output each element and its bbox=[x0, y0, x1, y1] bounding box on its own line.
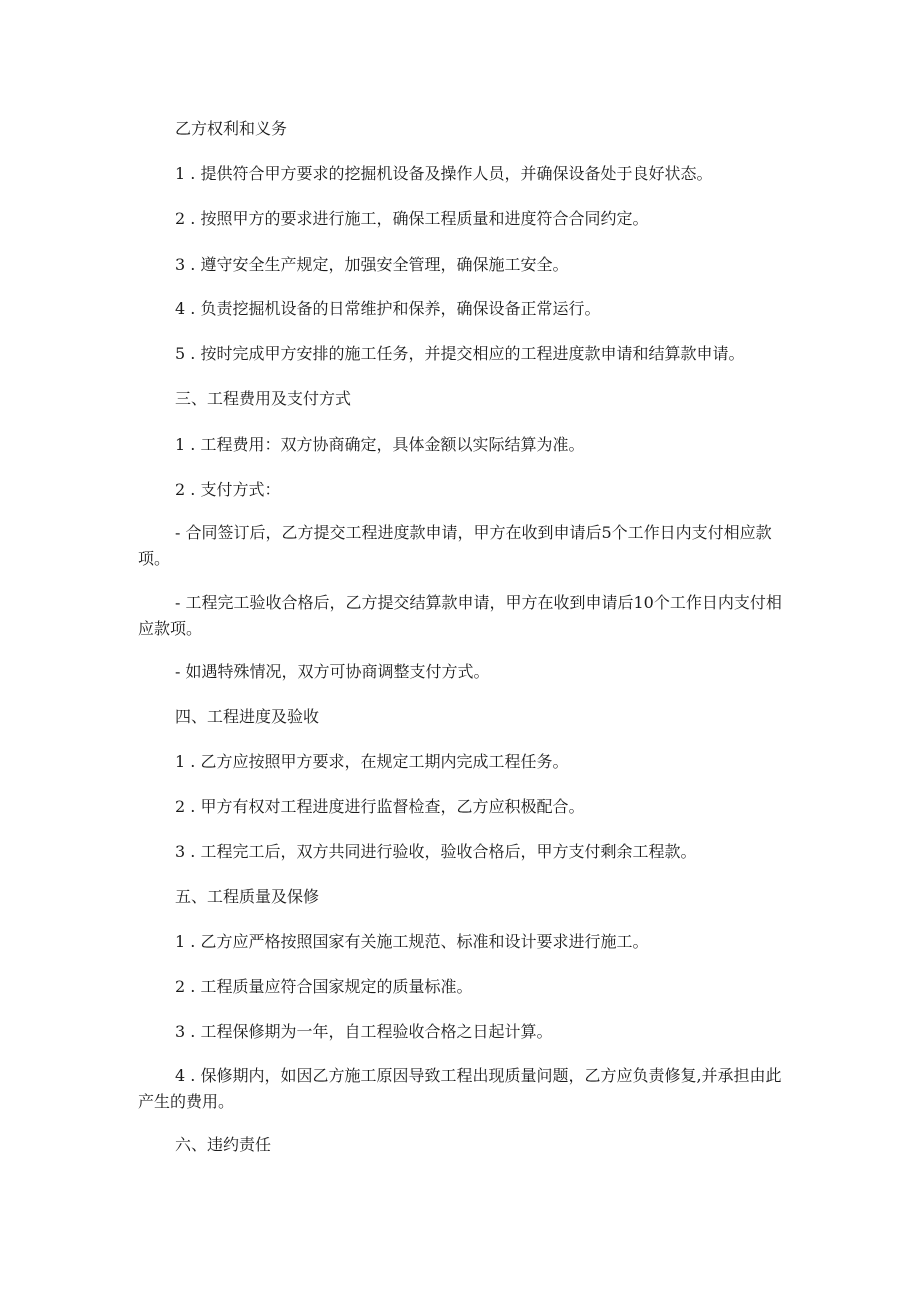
progress-item-2: 2 . 甲方有权对工程进度进行监督检查，乙方应积极配合。 bbox=[175, 797, 585, 816]
section-heading-breach: 六、违约责任 bbox=[175, 1135, 272, 1154]
fees-item-2: 2 . 支付方式： bbox=[175, 480, 281, 499]
party-b-item-5: 5 . 按时完成甲方安排的施工任务，并提交相应的工程进度款申请和结算款申请。 bbox=[175, 344, 745, 363]
progress-item-1: 1 . 乙方应按照甲方要求，在规定工期内完成工程任务。 bbox=[175, 752, 569, 771]
section-heading-quality: 五、工程质量及保修 bbox=[175, 887, 320, 906]
section-heading-progress: 四、工程进度及验收 bbox=[175, 707, 320, 726]
payment-bullet-3: - 如遇特殊情况，双方可协商调整支付方式。 bbox=[175, 662, 490, 681]
party-b-item-3: 3 . 遵守安全生产规定，加强安全管理，确保施工安全。 bbox=[175, 255, 569, 274]
quality-item-4: 4 . 保修期内，如因乙方施工原因导致工程出现质量问题，乙方应负责修复,并承担由此产生的费用。 bbox=[138, 1066, 782, 1111]
fees-item-1: 1 . 工程费用：双方协商确定，具体金额以实际结算为准。 bbox=[175, 435, 585, 454]
party-b-item-1: 1 . 提供符合甲方要求的挖掘机设备及操作人员，并确保设备处于良好状态。 bbox=[175, 164, 713, 183]
quality-item-2: 2 . 工程质量应符合国家规定的质量标准。 bbox=[175, 977, 473, 996]
section-heading-fees: 三、工程费用及支付方式 bbox=[175, 389, 352, 408]
payment-bullet-1: - 合同签订后，乙方提交工程进度款申请，甲方在收到申请后5个工作日内支付相应款项。 bbox=[138, 523, 772, 568]
quality-item-3: 3 . 工程保修期为一年，自工程验收合格之日起计算。 bbox=[175, 1022, 553, 1041]
payment-bullet-2: - 工程完工验收合格后，乙方提交结算款申请，甲方在收到申请后10个工作日内支付相应款项。 bbox=[138, 593, 782, 638]
section-heading-party-b-rights: 乙方权利和义务 bbox=[175, 119, 288, 138]
party-b-item-2: 2 . 按照甲方的要求进行施工，确保工程质量和进度符合合同约定。 bbox=[175, 209, 649, 228]
party-b-item-4: 4 . 负责挖掘机设备的日常维护和保养，确保设备正常运行。 bbox=[175, 299, 601, 318]
progress-item-3: 3 . 工程完工后，双方共同进行验收，验收合格后，甲方支付剩余工程款。 bbox=[175, 842, 697, 861]
quality-item-1: 1 . 乙方应严格按照国家有关施工规范、标准和设计要求进行施工。 bbox=[175, 932, 649, 951]
